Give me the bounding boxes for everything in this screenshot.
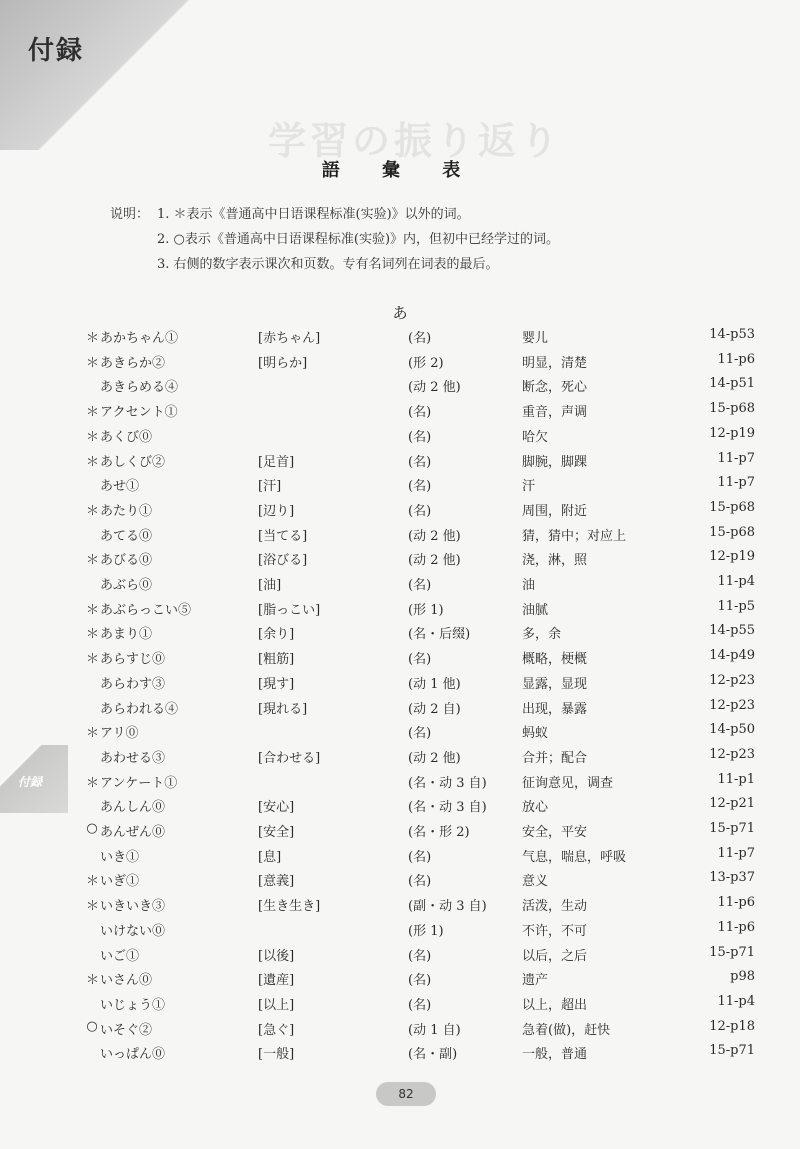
entry-meaning: 婴儿 — [522, 331, 549, 346]
entry-reference: 12-p23 — [709, 672, 755, 688]
entry-part-of-speech: (名) — [408, 331, 432, 346]
entry-kanji: [汗] — [258, 479, 282, 495]
entry-kanji: [以後] — [258, 948, 295, 964]
entry-kanji: [以上] — [258, 997, 295, 1013]
entry-word: いぎ① — [100, 874, 140, 890]
entry-part-of-speech: (名) — [408, 849, 432, 865]
entry-part-of-speech: (名) — [408, 997, 432, 1013]
page-title: 語 彙 表 — [321, 160, 479, 181]
entry-kanji: [余り] — [258, 627, 295, 643]
entry-mark: ＊ — [86, 429, 100, 445]
entry-reference: p98 — [730, 969, 755, 985]
entry-word: あらわす③ — [100, 676, 166, 692]
entry-word: いじょう① — [100, 997, 166, 1013]
entry-kanji: [息] — [258, 849, 282, 865]
entry-reference: 15-p71 — [709, 944, 755, 960]
entry-kanji: [現れる] — [258, 701, 308, 717]
entry-word: あきらめる④ — [100, 380, 179, 396]
vocab-row — [0, 969, 800, 993]
note-line-3: 3. 右侧的数字表示课次和页数。专有名词列在词表的最后。 — [157, 257, 499, 272]
entry-word: あきらか② — [100, 355, 166, 371]
entry-reference: 12-p23 — [709, 746, 755, 762]
entry-part-of-speech: (名) — [408, 973, 432, 989]
vocab-row — [0, 1043, 800, 1067]
entry-meaning: 不许，不可 — [522, 923, 588, 939]
vocab-row — [0, 920, 800, 944]
entry-reference: 11-p7 — [717, 475, 755, 491]
vocab-row — [0, 327, 800, 351]
entry-kanji: [脂っこい] — [258, 602, 321, 618]
entry-reference: 15-p71 — [709, 821, 755, 836]
entry-kanji: [遺産] — [258, 973, 295, 989]
entry-word: いさん⓪ — [100, 973, 153, 989]
entry-part-of-speech: (动 2 他) — [408, 380, 461, 396]
entry-meaning: 气息，喘息，呼吸 — [522, 849, 627, 865]
entry-mark: ＊ — [86, 602, 100, 618]
entry-reference: 11-p1 — [717, 771, 755, 787]
entry-meaning: 重音，声调 — [522, 405, 588, 421]
entry-part-of-speech: (动 2 他) — [408, 528, 461, 544]
entry-meaning: 出现，暴露 — [522, 701, 588, 717]
entry-mark: ＊ — [86, 331, 100, 346]
entry-kanji: [一般] — [258, 1047, 295, 1063]
entry-meaning: 猜，猜中；对应上 — [522, 528, 627, 544]
entry-part-of-speech: (形 1) — [408, 602, 444, 618]
entry-meaning: 急着(做)，赶快 — [522, 1022, 611, 1038]
vocab-row — [0, 821, 800, 845]
entry-reference: 11-p4 — [717, 993, 755, 1009]
entry-part-of-speech: (名・动 3 自) — [408, 800, 487, 816]
entry-kanji: [浴びる] — [258, 553, 308, 569]
vocab-row — [0, 747, 800, 771]
entry-part-of-speech: (名) — [408, 874, 432, 890]
entry-reference: 15-p68 — [709, 524, 755, 540]
entry-mark: ＊ — [86, 899, 100, 915]
entry-part-of-speech: (名) — [408, 578, 432, 593]
entry-part-of-speech: (名) — [408, 652, 432, 668]
vocab-row — [0, 796, 800, 820]
entry-word: あくび⓪ — [100, 429, 153, 445]
entry-kanji: [足首] — [258, 454, 295, 470]
entry-part-of-speech: (名・形 2) — [408, 825, 470, 840]
entry-word: あぶらっこい⑤ — [100, 602, 192, 618]
entry-part-of-speech: (动 2 他) — [408, 750, 461, 766]
entry-word: あぶら⓪ — [100, 578, 153, 593]
vocab-row — [0, 451, 800, 475]
entry-part-of-speech: (名・后缀) — [408, 627, 471, 643]
entry-word: あたり① — [100, 503, 153, 519]
entry-reference: 11-p6 — [717, 919, 755, 935]
entry-meaning: 汗 — [522, 479, 536, 495]
entry-reference: 15-p68 — [709, 401, 755, 417]
entry-reference: 14-p53 — [709, 327, 755, 342]
entry-reference: 14-p55 — [709, 623, 755, 639]
vocab-row — [0, 994, 800, 1018]
entry-mark: ＊ — [86, 454, 100, 470]
entry-word: いき① — [100, 849, 140, 865]
entry-reference: 12-p21 — [709, 796, 755, 812]
section-heading: あ — [392, 304, 408, 322]
entry-meaning: 活泼，生动 — [522, 899, 588, 915]
entry-reference: 11-p5 — [717, 598, 755, 614]
watermark-heading: 学習の振り返り — [268, 119, 563, 163]
entry-part-of-speech: (名) — [408, 726, 432, 742]
entry-word: あらわれる④ — [100, 701, 179, 717]
entry-kanji: [生き生き] — [258, 899, 321, 915]
vocab-row — [0, 574, 800, 598]
entry-part-of-speech: (名) — [408, 479, 432, 495]
vocab-row — [0, 623, 800, 647]
vocab-row — [0, 401, 800, 425]
entry-kanji: [合わせる] — [258, 750, 321, 766]
entry-word: あわせる③ — [100, 750, 166, 766]
entry-part-of-speech: (形 1) — [408, 923, 444, 939]
entry-reference: 12-p23 — [709, 697, 755, 713]
vocab-row — [0, 599, 800, 623]
vocab-row — [0, 500, 800, 524]
vocab-row — [0, 772, 800, 796]
note-line-2: 2. ○表示《普通高中日语课程标准(实验)》内，但初中已经学过的词。 — [157, 232, 560, 247]
entry-meaning: 安全，平安 — [522, 825, 588, 840]
vocab-row — [0, 722, 800, 746]
vocab-row — [0, 698, 800, 722]
entry-reference: 14-p50 — [709, 722, 755, 738]
entry-reference: 13-p37 — [709, 870, 755, 886]
section-label: 付録 — [28, 36, 85, 66]
entry-reference: 11-p6 — [717, 351, 755, 367]
entry-part-of-speech: (名・副) — [408, 1047, 458, 1063]
entry-kanji: [明らか] — [258, 355, 308, 371]
entry-part-of-speech: (名) — [408, 503, 432, 519]
entry-mark: ＊ — [86, 775, 100, 791]
entry-word: いきいき③ — [100, 899, 166, 915]
entry-meaning: 周围，附近 — [522, 503, 588, 519]
entry-reference: 15-p71 — [709, 1043, 755, 1059]
entry-meaning: 以后，之后 — [522, 948, 588, 964]
entry-word: いっぱん⓪ — [100, 1047, 166, 1063]
entry-meaning: 油 — [522, 578, 536, 593]
vocab-row — [0, 846, 800, 870]
entry-reference: 14-p49 — [709, 648, 755, 664]
entry-word: アクセント① — [100, 405, 178, 421]
entry-word: いけない⓪ — [100, 923, 166, 939]
note-line-1: 1. ＊表示《普通高中日语课程标准(实验)》以外的词。 — [157, 207, 470, 222]
entry-meaning: 放心 — [522, 800, 549, 816]
vocab-row — [0, 352, 800, 376]
entry-kanji: [現す] — [258, 676, 295, 692]
entry-meaning: 油腻 — [522, 602, 549, 618]
entry-meaning: 显露，显现 — [522, 676, 588, 692]
entry-meaning: 合并；配合 — [522, 750, 588, 766]
entry-word: あんしん⓪ — [100, 800, 166, 816]
entry-meaning: 脚腕，脚踝 — [522, 454, 588, 470]
entry-reference: 11-p7 — [717, 450, 755, 466]
entry-reference: 12-p18 — [709, 1018, 755, 1034]
entry-part-of-speech: (形 2) — [408, 355, 444, 371]
entry-kanji: [安全] — [258, 825, 295, 840]
entry-part-of-speech: (名) — [408, 429, 432, 445]
vocab-row — [0, 376, 800, 400]
entry-mark: ＊ — [86, 627, 100, 643]
entry-mark: ○ — [86, 1018, 98, 1034]
entry-kanji: [粗筋] — [258, 652, 295, 668]
entry-part-of-speech: (名) — [408, 948, 432, 964]
vocab-row — [0, 895, 800, 919]
entry-word: アリ⓪ — [100, 726, 139, 742]
entry-part-of-speech: (副・动 3 自) — [408, 899, 487, 915]
entry-mark: ＊ — [86, 503, 100, 519]
entry-meaning: 浇，淋，照 — [522, 553, 588, 569]
entry-word: いご① — [100, 948, 140, 964]
entry-part-of-speech: (名) — [408, 454, 432, 470]
vocab-row — [0, 475, 800, 499]
entry-mark: ＊ — [86, 874, 100, 890]
page-number: 82 — [376, 1082, 436, 1106]
entry-word: あかちゃん① — [100, 331, 179, 346]
entry-meaning: 断念，死心 — [522, 380, 588, 396]
entry-word: あびる⓪ — [100, 553, 153, 569]
entry-meaning: 明显，清楚 — [522, 355, 588, 371]
entry-part-of-speech: (名) — [408, 405, 432, 421]
entry-word: あてる⓪ — [100, 528, 153, 544]
entry-word: あらすじ⓪ — [100, 652, 166, 668]
entry-mark: ＊ — [86, 355, 100, 371]
entry-kanji: [意義] — [258, 874, 295, 890]
entry-part-of-speech: (动 2 他) — [408, 553, 461, 569]
notes-prefix: 说明： — [110, 207, 150, 222]
entry-meaning: 哈欠 — [522, 429, 549, 445]
entry-reference: 11-p6 — [717, 895, 755, 911]
corner-banner — [0, 0, 190, 150]
entry-reference: 11-p7 — [717, 845, 755, 861]
entry-reference: 12-p19 — [709, 425, 755, 441]
entry-word: あまり① — [100, 627, 153, 643]
vocab-row — [0, 1019, 800, 1043]
entry-part-of-speech: (动 2 自) — [408, 701, 461, 717]
side-tab-label: 付録 — [18, 775, 43, 789]
vocab-row — [0, 525, 800, 549]
entry-word: あせ① — [100, 479, 140, 495]
entry-mark: ○ — [86, 821, 98, 836]
entry-meaning: 征询意见，调查 — [522, 775, 614, 791]
entry-meaning: 以上，超出 — [522, 997, 588, 1013]
entry-word: いそぐ② — [100, 1022, 153, 1038]
entry-mark: ＊ — [86, 973, 100, 989]
entry-reference: 12-p19 — [709, 549, 755, 565]
entry-kanji: [油] — [258, 578, 282, 593]
entry-reference: 15-p68 — [709, 499, 755, 515]
vocab-row — [0, 945, 800, 969]
vocab-row — [0, 870, 800, 894]
entry-part-of-speech: (名・动 3 自) — [408, 775, 487, 791]
entry-meaning: 遗产 — [522, 973, 549, 989]
vocab-row — [0, 673, 800, 697]
entry-kanji: [当てる] — [258, 528, 308, 544]
entry-reference: 14-p51 — [709, 376, 755, 392]
entry-mark: ＊ — [86, 405, 100, 421]
entry-kanji: [急ぐ] — [258, 1022, 295, 1038]
entry-kanji: [辺り] — [258, 503, 295, 519]
entry-meaning: 一般，普通 — [522, 1047, 588, 1063]
entry-mark: ＊ — [86, 553, 100, 569]
entry-part-of-speech: (动 1 自) — [408, 1022, 461, 1038]
entry-kanji: [赤ちゃん] — [258, 331, 321, 346]
entry-meaning: 概略，梗概 — [522, 652, 588, 668]
entry-meaning: 蚂蚁 — [522, 726, 549, 742]
entry-reference: 11-p4 — [717, 574, 755, 589]
entry-meaning: 意义 — [522, 874, 549, 890]
entry-meaning: 多，余 — [522, 627, 562, 643]
entry-word: あしくび② — [100, 454, 166, 470]
entry-mark: ＊ — [86, 652, 100, 668]
entry-word: アンケート① — [100, 775, 178, 791]
vocab-row — [0, 549, 800, 573]
entry-mark: ＊ — [86, 726, 100, 742]
entry-word: あんぜん⓪ — [100, 825, 166, 840]
vocab-row — [0, 426, 800, 450]
entry-kanji: [安心] — [258, 800, 295, 816]
entry-part-of-speech: (动 1 他) — [408, 676, 461, 692]
vocab-row — [0, 648, 800, 672]
